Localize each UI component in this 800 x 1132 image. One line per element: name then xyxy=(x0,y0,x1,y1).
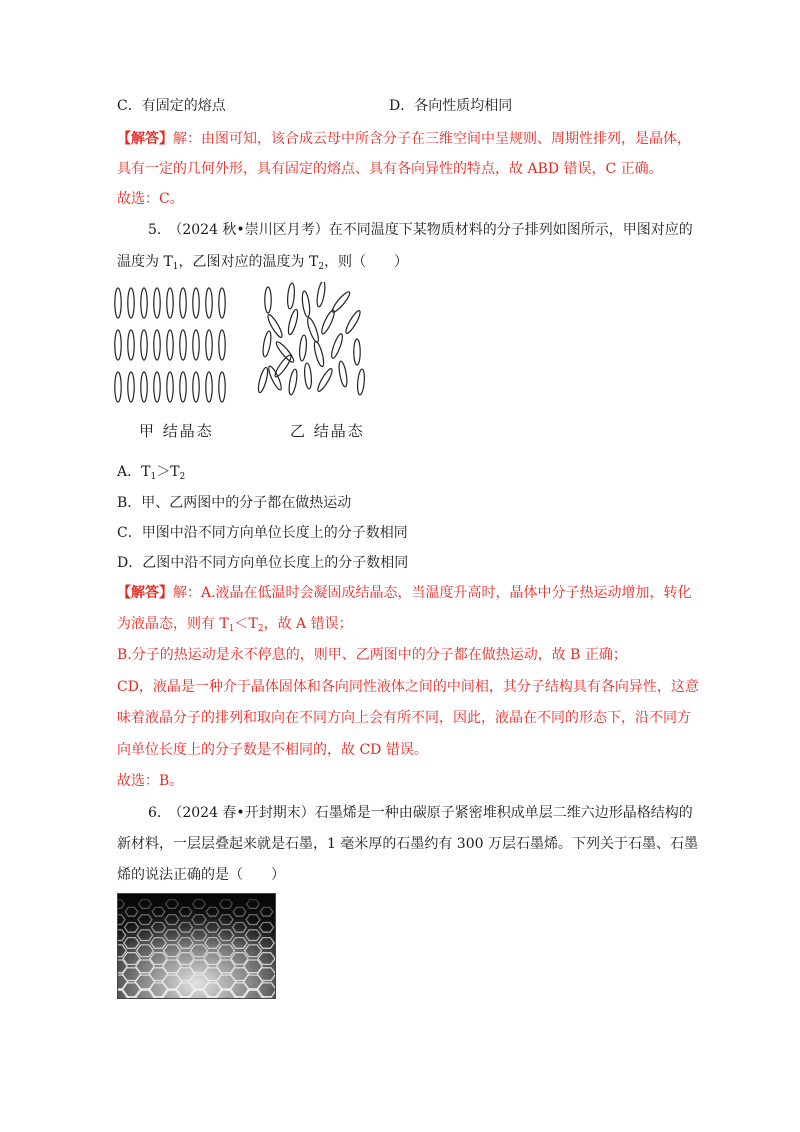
q5-answer-line6: 向单位长度上的分子数是不相同的，故 CD 错误。 xyxy=(117,742,428,758)
q6-stem-line3: 烯的说法正确的是（ ） xyxy=(117,867,285,883)
molecule xyxy=(287,283,296,309)
molecule xyxy=(273,354,293,379)
molecule xyxy=(128,372,134,402)
molecule xyxy=(128,330,134,360)
disordered-molecules xyxy=(257,282,366,395)
molecule xyxy=(115,330,121,360)
q5-answer-line4: CD，液晶是一种介于晶体固体和各向同性液体之间的中间相，其分子结构具有各向异性，这意 xyxy=(117,679,699,695)
molecule xyxy=(338,361,349,388)
answer-tag: 【解答】 xyxy=(117,585,173,601)
molecule xyxy=(354,339,360,365)
molecule xyxy=(304,363,313,389)
q6-stem-line1: 6. （2024 春•开封期末）石墨烯是一种由碳原子紧密堆积成单层二维六边形晶格结构的 xyxy=(148,805,693,821)
caption-left: 甲 结晶态 xyxy=(139,422,214,440)
stem-text: 温度为 T xyxy=(117,254,173,270)
subscript: 1 xyxy=(172,262,179,272)
molecule xyxy=(357,369,366,395)
molecule xyxy=(267,365,284,391)
molecule xyxy=(193,330,199,360)
molecule xyxy=(313,341,326,368)
answer-text: 解：A.液晶在低温时会凝固成结晶态，当温度升高时，晶体中分子热运动增加，转化 xyxy=(173,585,692,601)
molecule xyxy=(320,309,337,335)
molecule xyxy=(301,291,311,318)
answer-text: ，故 A 错误； xyxy=(263,616,353,632)
molecule xyxy=(306,317,321,344)
molecule xyxy=(288,369,299,396)
q4-option-c: C．有固定的熔点 xyxy=(117,98,226,114)
q5-answer-line2 xyxy=(117,614,353,639)
molecule xyxy=(141,288,147,318)
q4-answer-line1 xyxy=(117,129,691,149)
answer-text: ＜T xyxy=(234,616,258,632)
molecule xyxy=(193,288,199,318)
molecule xyxy=(265,287,271,313)
q5-option-c: C．甲图中沿不同方向单位长度上的分子数相同 xyxy=(117,525,408,541)
q5-stem-line2 xyxy=(117,252,408,277)
q5-choice: 故选：B。 xyxy=(117,773,184,789)
molecule xyxy=(219,330,225,360)
stem-text: ，则（ ） xyxy=(324,254,409,270)
molecule xyxy=(287,309,300,336)
molecule xyxy=(206,372,212,402)
q5-option-a xyxy=(117,462,185,487)
subscript: 1 xyxy=(150,472,157,482)
option-text: ＞T xyxy=(156,464,180,480)
molecule xyxy=(115,288,121,318)
graphene-image xyxy=(117,893,276,999)
graphene-lattice-graphic xyxy=(118,894,275,998)
q5-answer-line3: B.分子的热运动是永不停息的，则甲、乙两图中的分子都在做热运动，故 B 正确； xyxy=(117,647,627,663)
molecule xyxy=(154,330,160,360)
molecule xyxy=(193,372,199,402)
ordered-molecules xyxy=(115,288,225,402)
answer-tag: 【解答】 xyxy=(117,131,173,147)
molecule xyxy=(180,372,186,402)
molecule xyxy=(141,330,147,360)
molecule xyxy=(330,333,345,360)
molecule xyxy=(257,367,270,394)
q4-option-d: D．各向性质均相同 xyxy=(389,98,513,114)
subscript: 2 xyxy=(257,624,264,634)
q5-option-d: D．乙图中沿不同方向单位长度上的分子数相同 xyxy=(117,555,409,571)
answer-text: 为液晶态，则有 T xyxy=(117,616,229,632)
molecule xyxy=(316,367,335,393)
q5-answer-line5: 味着液晶分子的排列和取向在不同方向上会有所不同，因此，液晶在不同的形态下，沿不同方 xyxy=(117,710,691,726)
crystal-figure-left xyxy=(112,285,232,410)
crystal-figure-right xyxy=(253,282,368,412)
caption-right: 乙 结晶态 xyxy=(290,422,365,440)
molecule xyxy=(206,330,212,360)
molecule xyxy=(180,330,186,360)
option-text: A．T xyxy=(117,464,151,480)
molecule xyxy=(180,288,186,318)
molecule xyxy=(262,331,273,358)
subscript: 1 xyxy=(228,624,235,634)
molecule xyxy=(266,313,285,339)
molecule xyxy=(219,288,225,318)
molecule xyxy=(167,372,173,402)
q4-choice: 故选：C。 xyxy=(117,191,184,207)
molecule xyxy=(274,340,296,364)
q4-answer-line2: 具有一定的几何外形，具有固定的熔点、具有各向异性的特点，故 ABD 错误，C 正确。 xyxy=(117,161,663,177)
q5-stem-line1: 5. （2024 秋•崇川区月考）在不同温度下某物质材料的分子排列如图所示，甲图对应的 xyxy=(148,222,693,238)
molecule xyxy=(206,288,212,318)
q6-stem-line2: 新材料，一层层叠起来就是石墨，1 毫米厚的石墨约有 300 万层石墨烯。下列关于石墨、石墨 xyxy=(117,836,698,852)
molecule xyxy=(141,372,147,402)
molecule xyxy=(154,288,160,318)
q5-answer-line1 xyxy=(117,583,692,603)
molecule xyxy=(316,282,327,307)
stem-text: ，乙图对应的温度为 T xyxy=(178,254,319,270)
subscript: 2 xyxy=(318,262,325,272)
molecule xyxy=(154,372,160,402)
molecule xyxy=(128,288,134,318)
molecule xyxy=(219,372,225,402)
molecule xyxy=(299,335,308,361)
answer-text: 解：由图可知，该合成云母中所含分子在三维空间中呈规则、周期性排列，是晶体， xyxy=(173,131,691,147)
subscript: 2 xyxy=(179,472,186,482)
q5-option-b: B．甲、乙两图中的分子都在做热运动 xyxy=(117,495,352,511)
molecule xyxy=(115,372,121,402)
molecule xyxy=(167,330,173,360)
molecule xyxy=(344,309,363,335)
molecule xyxy=(167,288,173,318)
